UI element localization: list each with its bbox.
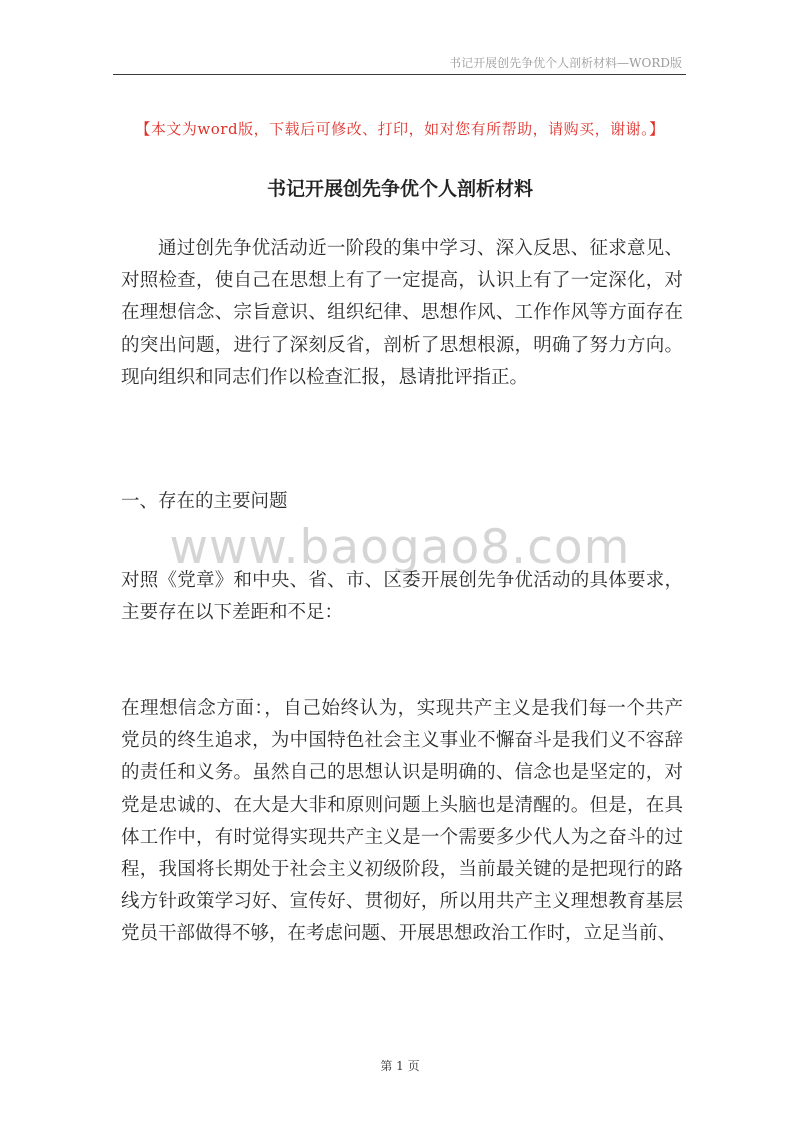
page-number: 第 1 页 bbox=[380, 1059, 420, 1073]
belief-paragraph: 在理想信念方面：，自己始终认为，实现共产主义是我们每一个共产党员的终生追求，为中国特色社会主义事业不懈奋斗是我们义不容辞的责任和义务。虽然自己的思想认识是明确的、信念也是坚定的，对党是忠诚的、在大是大非和原则问题上头脑也是清醒的。但是，在具体工作中，有时觉得实现共产主义是一个需要多少代人为之奋斗的过程，我国将长期处于社会主义初级阶段，当前最关键的是把现行的路线方针政策学习好、宣传好、贯彻好，所以用共产主义理想教育基层党员干部做得不够，在考虑问题、开展思想政治工作时，立足当前、 bbox=[121, 698, 683, 945]
header-divider bbox=[113, 74, 686, 75]
running-header: 书记开展创先争优个人剖析材料—WORD版 bbox=[449, 56, 682, 70]
section-heading: 一、存在的主要问题 bbox=[121, 491, 288, 512]
document-title: 书记开展创先争优个人剖析材料 bbox=[266, 178, 533, 200]
intro-paragraph: 通过创先争优活动近一阶段的集中学习、深入反思、征求意见、对照检查，使自己在思想上有了一定提高，认识上有了一定深化，对在理想信念、宗旨意识、组织纪律、思想作风、工作作风等方面存在的突出问题，进行了深刻反省，剖析了思想根源，明确了努力方向。现向组织和同志们作以检查汇报，恳请批评指正。 bbox=[121, 238, 683, 388]
requirements-paragraph: 对照《党章》和中央、省、市、区委开展创先争优活动的具体要求，主要存在以下差距和不足： bbox=[121, 570, 683, 624]
watermark: www.baogao8.com bbox=[169, 520, 631, 575]
purchase-notice: 【本文为word版，下载后可修改、打印，如对您有所帮助，请购买，谢谢。】 bbox=[135, 120, 665, 138]
